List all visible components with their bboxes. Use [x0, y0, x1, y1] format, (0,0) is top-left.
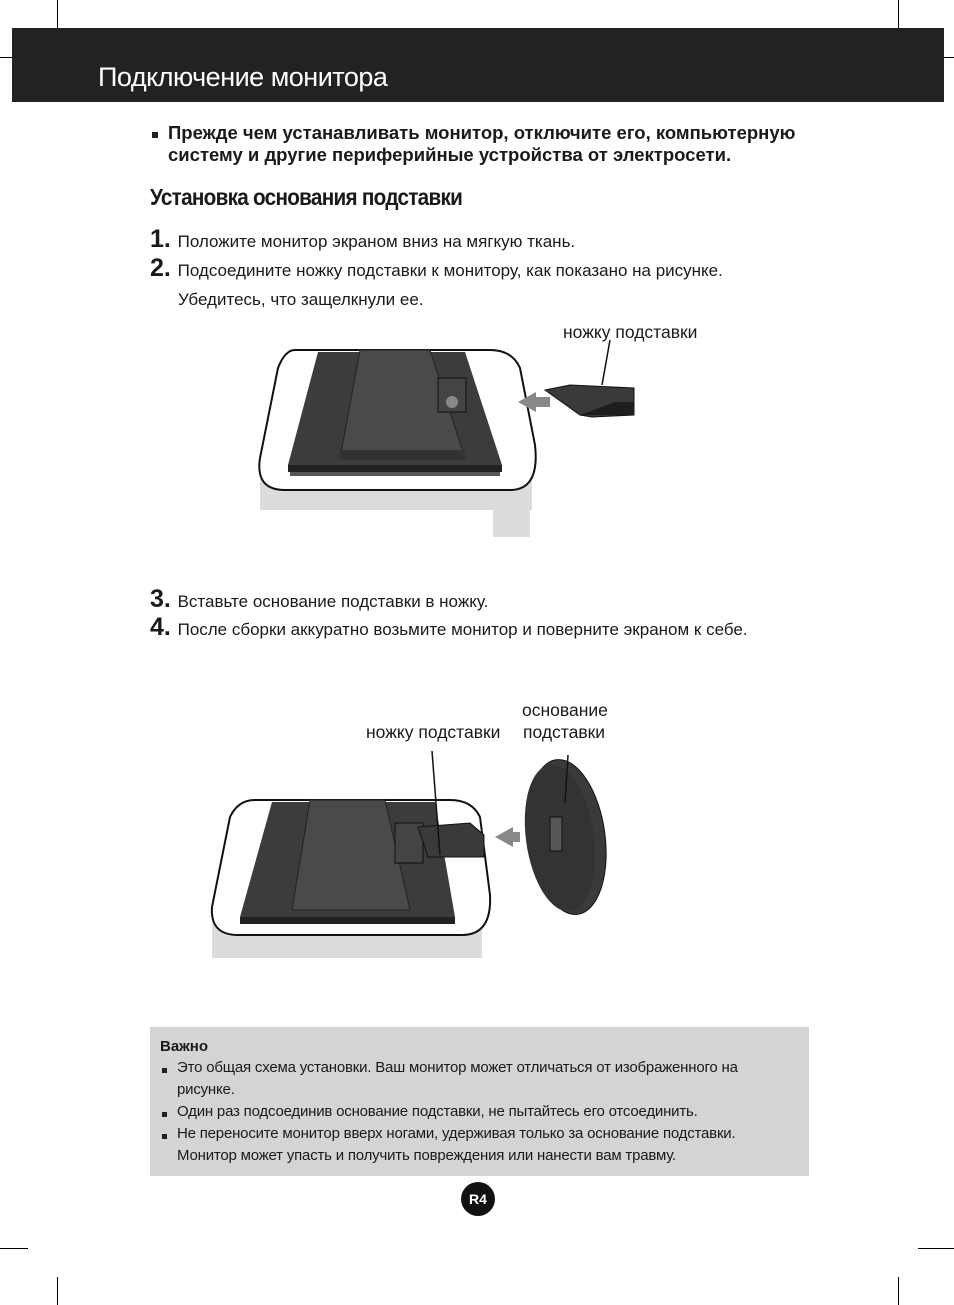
note-item: [177, 1101, 797, 1123]
crop-mark: [898, 0, 899, 28]
note-item: [177, 1123, 797, 1167]
page-title: Подключение монитора: [98, 62, 388, 92]
crop-mark: [57, 1277, 58, 1305]
step-1: [150, 225, 575, 254]
crop-mark: [57, 0, 58, 28]
crop-mark: [0, 57, 12, 58]
note-line: рисунке.: [177, 1081, 235, 1098]
warning-text: Прежде чем устанавливать монитор, отключите его, компьютерную систему и другие периферийные устройства от электросети.: [168, 122, 796, 165]
figure-attach-neck: [240, 340, 660, 545]
important-note: [150, 1027, 809, 1176]
step-number: 3.: [150, 585, 171, 613]
note-line: Не переносите монитор вверх ногами, удерживая только за основание подставки.: [177, 1125, 736, 1142]
stand-neck-label: ножку подставки: [366, 722, 501, 742]
note-item: [177, 1057, 797, 1101]
bullet-icon: [162, 1112, 167, 1117]
step-number: 1.: [150, 225, 171, 253]
step-2: [150, 254, 723, 283]
step-text: Вставьте основание подставки в ножку.: [177, 592, 489, 611]
note-title: Важно: [160, 1038, 209, 1055]
figure-attach-base-group: [212, 751, 616, 958]
step-4: [150, 613, 748, 642]
stand-neck-label: ножку подставки: [563, 322, 698, 342]
bullet-icon: [152, 132, 158, 138]
bullet-icon: [162, 1134, 167, 1139]
step-2-continuation: Убедитесь, что защелкнули ее.: [178, 290, 424, 309]
figure-attach-base: [200, 745, 620, 970]
note-line: Один раз подсоединив основание подставки, не пытайтесь его отсоединить.: [177, 1103, 698, 1120]
page-number: R4: [461, 1182, 495, 1216]
step-3: [150, 585, 488, 614]
section-title: Установка основания подставки: [150, 184, 463, 210]
bullet-icon: [162, 1068, 167, 1073]
stand-base-label-line1: основание: [522, 700, 608, 720]
crop-mark: [898, 1277, 899, 1305]
step-number: 2.: [150, 254, 171, 282]
crop-mark: [0, 1248, 28, 1249]
step-text: Подсоедините ножку подставки к монитору, как показано на рисунке.: [177, 261, 723, 280]
stand-base-label-line2: подставки: [523, 722, 606, 742]
step-text: Положите монитор экраном вниз на мягкую ткань.: [177, 232, 576, 251]
header-bar: [12, 28, 944, 102]
figure-attach-neck-group: [259, 340, 634, 537]
step-number: 4.: [150, 613, 171, 641]
crop-mark: [918, 1248, 954, 1249]
note-line: Это общая схема установки. Ваш монитор может отличаться от изображенного на: [177, 1059, 738, 1076]
note-line: Монитор может упасть и получить повреждения или нанести вам травму.: [177, 1147, 677, 1164]
step-text: После сборки аккуратно возьмите монитор и поверните экраном к себе.: [177, 620, 748, 639]
crop-mark: [944, 57, 954, 58]
safety-warning: [152, 122, 812, 166]
